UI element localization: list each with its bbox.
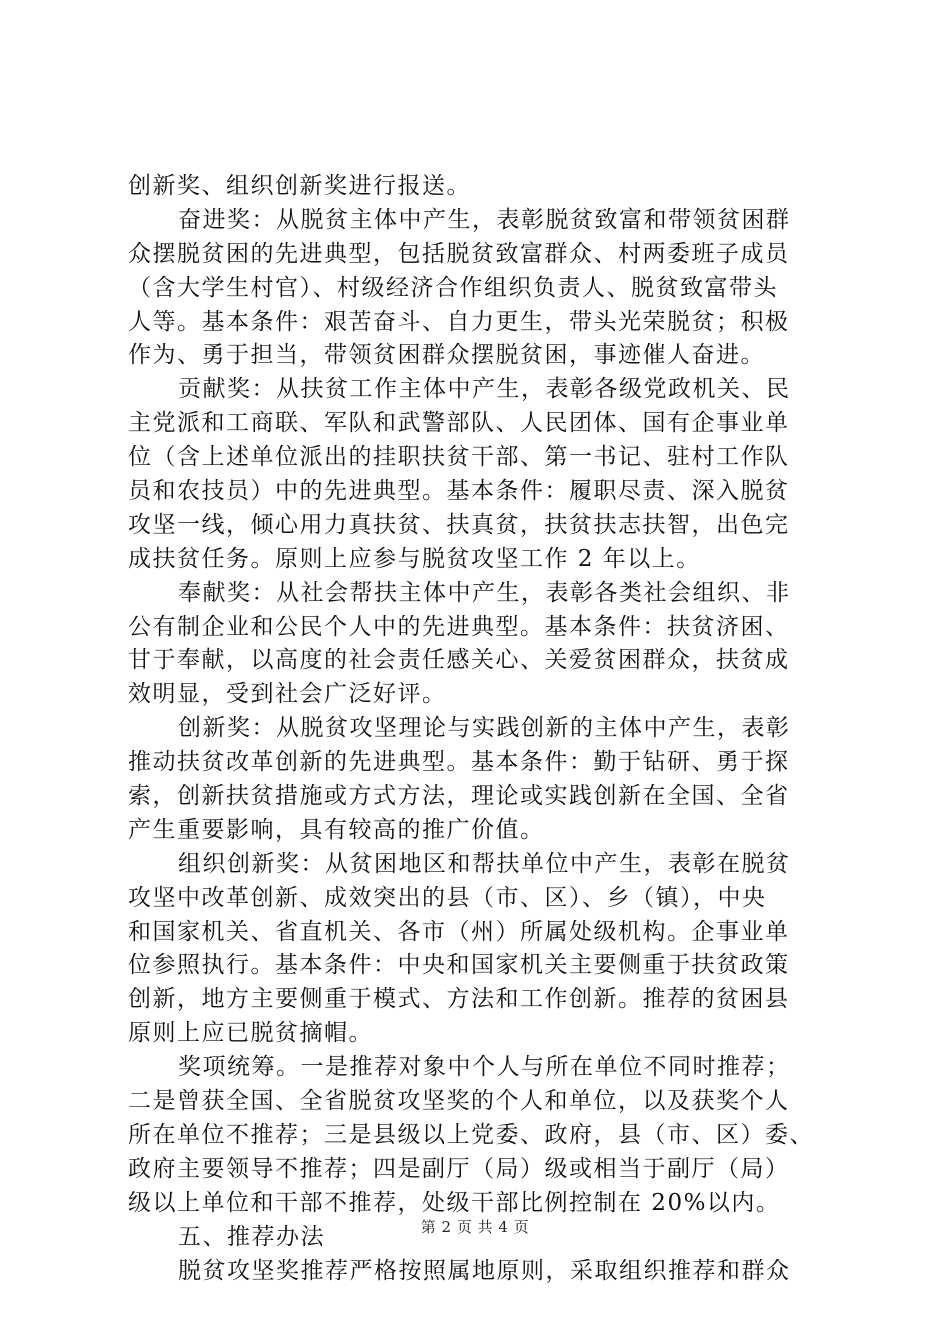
- text-line: 效明显，受到社会广泛好评。: [128, 681, 447, 708]
- text-line: 二是曾获全国、全省脱贫攻坚奖的个人和单位，以及获奖个人: [128, 1088, 790, 1115]
- text-line: 所在单位不推荐；三是县级以上党委、政府，县（市、区）委、: [128, 1121, 814, 1148]
- text-line: 创新奖、组织创新奖进行报送。: [128, 173, 471, 199]
- text-line: 作为、勇于担当，带领贫困群众摆脱贫困，事迹催人奋进。: [128, 342, 765, 369]
- text-line: 原则上应已脱贫摘帽。: [128, 1020, 373, 1047]
- text-line: 公有制企业和公民个人中的先进典型。基本条件：扶贫济困、: [128, 613, 790, 640]
- text-line: 众摆脱贫困的先进典型，包括脱贫致富群众、村两委班子成员: [128, 240, 790, 267]
- text-line: 主党派和工商联、军队和武警部队、人民团体、国有企事业单: [128, 410, 790, 437]
- text-line: （含大学生村官）、村级经济合作组织负责人、脱贫致富带头: [128, 274, 778, 301]
- text-line: 脱贫攻坚奖推荐严格按照属地原则，采取组织推荐和群众: [178, 1257, 791, 1284]
- text-line: 政府主要领导不推荐；四是副厅（局）级或相当于副厅（局）: [128, 1155, 790, 1182]
- text-line: 推动扶贫改革创新的先进典型。基本条件：勤于钻研、勇于探: [128, 749, 790, 776]
- text-line: 和国家机关、省直机关、各市（州）所属处级机构。企事业单: [128, 918, 790, 945]
- text-line: 员和农技员）中的先进典型。基本条件：履职尽责、深入脱贫: [128, 478, 790, 505]
- text-line: 甘于奉献，以高度的社会责任感关心、关爱贫困群众，扶贫成: [128, 647, 790, 674]
- text-line: 奖项统筹。一是推荐对象中个人与所在单位不同时推荐；: [178, 1054, 791, 1081]
- text-line: 组织创新奖：从贫困地区和帮扶单位中产生，表彰在脱贫: [178, 850, 791, 877]
- text-line: 索，创新扶贫措施或方式方法，理论或实践创新在全国、全省: [128, 783, 790, 810]
- text-line: 位（含上述单位派出的挂职扶贫干部、第一书记、驻村工作队: [128, 444, 790, 471]
- text-line: 创新，地方主要侧重于模式、方法和工作创新。推荐的贫困县: [128, 986, 790, 1013]
- page-footer: 第 2 页 共 4 页: [420, 1218, 530, 1236]
- text-line: 奋进奖：从脱贫主体中产生，表彰脱贫致富和带领贫困群: [178, 206, 791, 233]
- text-line: 人等。基本条件：艰苦奋斗、自力更生，带头光荣脱贫；积极: [128, 308, 790, 335]
- section-heading: 五、推荐办法: [178, 1223, 325, 1250]
- text-line: 贡献奖：从扶贫工作主体中产生，表彰各级党政机关、民: [178, 376, 791, 403]
- text-line: 创新奖：从脱贫攻坚理论与实践创新的主体中产生，表彰: [178, 715, 791, 742]
- text-line: 攻坚一线，倾心用力真扶贫、扶真贫，扶贫扶志扶智，出色完: [128, 511, 790, 538]
- text-line: 奉献奖：从社会帮扶主体中产生，表彰各类社会组织、非: [178, 579, 791, 606]
- text-line: 成扶贫任务。原则上应参与脱贫攻坚工作 2 年以上。: [128, 545, 701, 572]
- text-line: 位参照执行。基本条件：中央和国家机关主要侧重于扶贫政策: [128, 952, 790, 979]
- document-body: [128, 170, 838, 1288]
- text-line: 产生重要影响，具有较高的推广价值。: [128, 816, 545, 843]
- text-line: 攻坚中改革创新、成效突出的县（市、区）、乡（镇），中央: [128, 884, 767, 911]
- text-line: 级以上单位和干部不推荐，处级干部比例控制在 20%以内。: [128, 1189, 781, 1216]
